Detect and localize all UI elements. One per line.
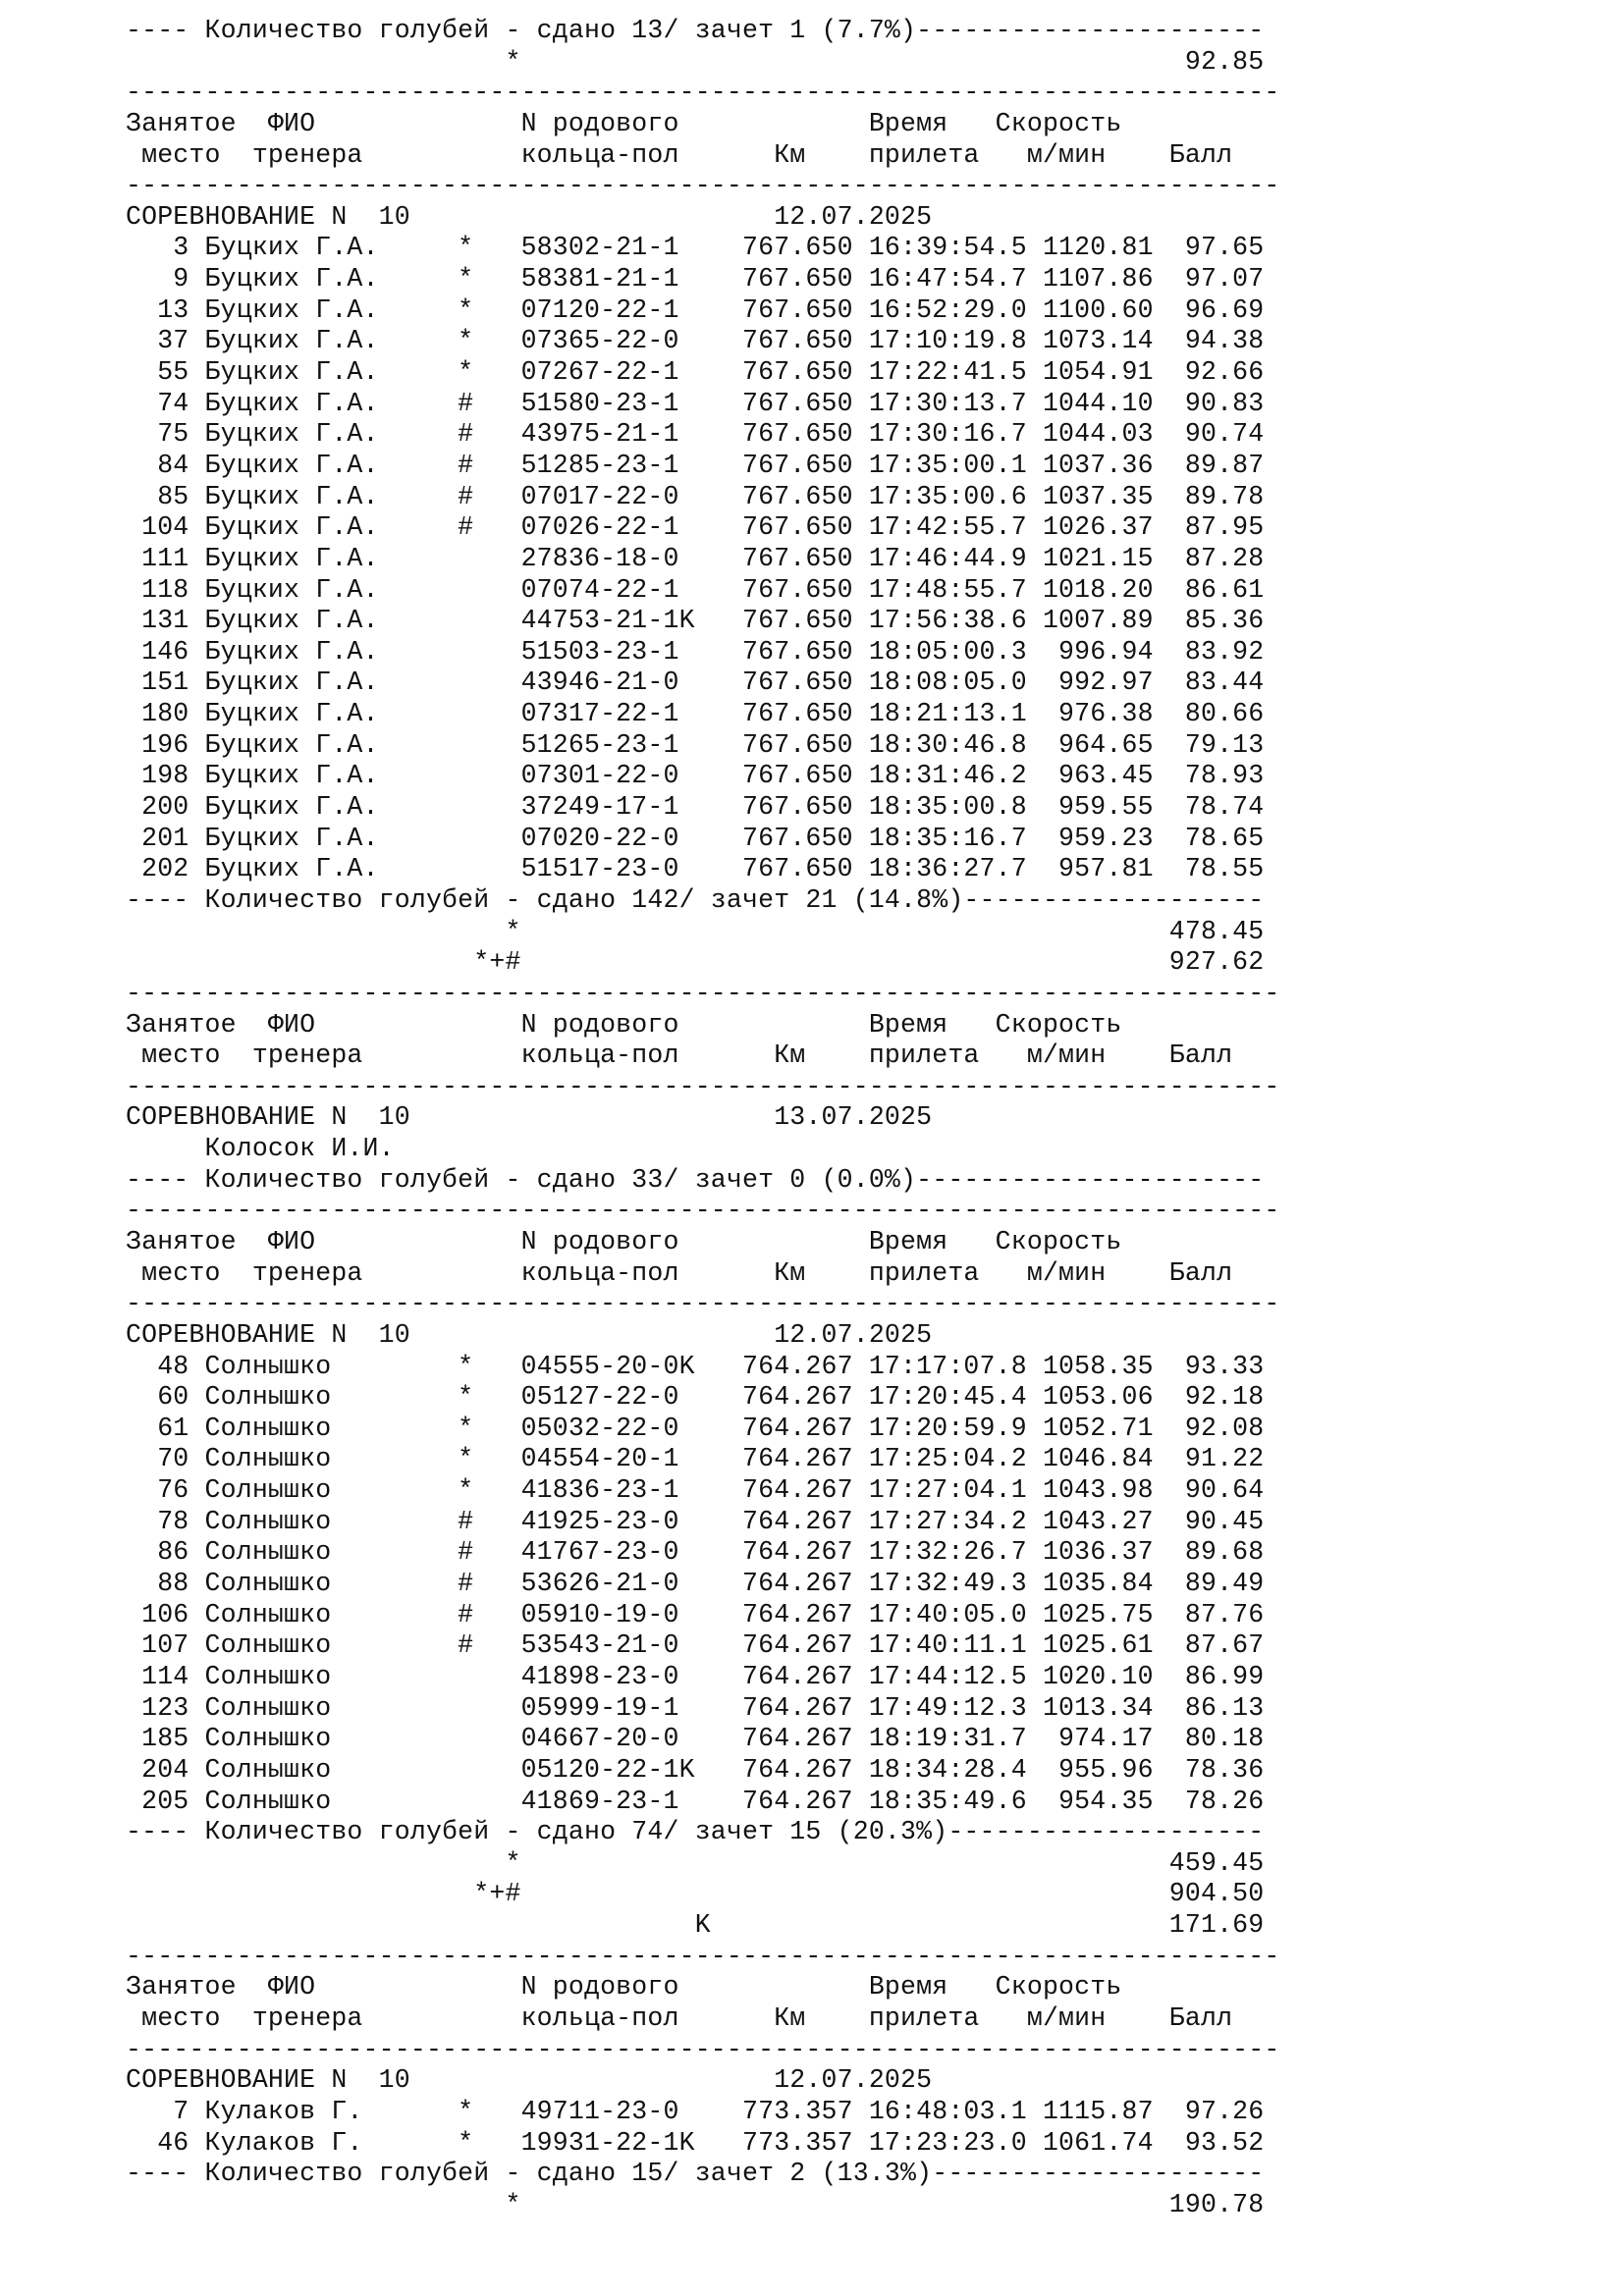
competition-header: СОРЕВНОВАНИЕ N 10 12.07.2025	[126, 2065, 933, 2096]
result-row: 202 Буцких Г.А. 51517-23-0 767.650 18:36:27.7 957.81 78.55	[126, 854, 1265, 884]
separator-line: -------------------------------------------------------------------------	[126, 2034, 1280, 2064]
total-line: Колосок И.И.	[126, 1134, 395, 1164]
separator-line: -------------------------------------------------------------------------	[126, 78, 1280, 108]
result-row: 86 Солнышко # 41767-23-0 764.267 17:32:26.7 1036.37 89.68	[126, 1537, 1265, 1568]
result-row: 198 Буцких Г.А. 07301-22-0 767.650 18:31:46.2 963.45 78.93	[126, 761, 1265, 791]
result-row: 84 Буцких Г.А. # 51285-23-1 767.650 17:35:00.1 1037.36 89.87	[126, 450, 1265, 480]
result-row: 200 Буцких Г.А. 37249-17-1 767.650 18:35:00.8 959.55 78.74	[126, 792, 1265, 823]
column-header: Занятое ФИО N родового Время Скорость	[126, 108, 1122, 138]
result-row: 85 Буцких Г.А. # 07017-22-0 767.650 17:35:00.6 1037.35 89.78	[126, 481, 1265, 511]
result-row: 111 Буцких Г.А. 27836-18-0 767.650 17:46:44.9 1021.15 87.28	[126, 543, 1265, 573]
total-line: * 459.45	[126, 1847, 1265, 1878]
separator-line: -------------------------------------------------------------------------	[126, 1071, 1280, 1101]
result-row: 37 Буцких Г.А. * 07365-22-0 767.650 17:10:19.8 1073.14 94.38	[126, 326, 1265, 356]
separator-line: -------------------------------------------------------------------------	[126, 171, 1280, 201]
competition-header: СОРЕВНОВАНИЕ N 10 12.07.2025	[126, 201, 933, 232]
result-row: 151 Буцких Г.А. 43946-21-0 767.650 18:08:05.0 992.97 83.44	[126, 667, 1265, 698]
result-row: 204 Солнышко 05120-22-1K 764.267 18:34:28.4 955.96 78.36	[126, 1754, 1265, 1785]
summary-line: ---- Количество голубей - сдано 15/ зачет 2 (13.3%)---------------------	[126, 2159, 1265, 2189]
column-header: место тренера кольца-пол Км прилета м/мин Балл	[126, 1257, 1233, 1288]
result-row: 55 Буцких Г.А. * 07267-22-1 767.650 17:22:41.5 1054.91 92.66	[126, 357, 1265, 388]
result-row: 131 Буцких Г.А. 44753-21-1K 767.650 17:56:38.6 1007.89 85.36	[126, 606, 1265, 636]
result-row: 114 Солнышко 41898-23-0 764.267 17:44:12.5 1020.10 86.99	[126, 1661, 1265, 1691]
result-row: 118 Буцких Г.А. 07074-22-1 767.650 17:48:55.7 1018.20 86.61	[126, 574, 1265, 605]
total-line: K 171.69	[126, 1910, 1265, 1941]
total-line: * 190.78	[126, 2189, 1265, 2219]
result-row: 201 Буцких Г.А. 07020-22-0 767.650 18:35:16.7 959.23 78.65	[126, 823, 1265, 853]
result-row: 48 Солнышко * 04555-20-0K 764.267 17:17:07.8 1058.35 93.33	[126, 1351, 1265, 1381]
summary-line: ---- Количество голубей - сдано 13/ зачет 1 (7.7%)----------------------	[126, 16, 1265, 45]
separator-line: -------------------------------------------------------------------------	[126, 978, 1280, 1008]
result-row: 196 Буцких Г.А. 51265-23-1 767.650 18:30:46.8 964.65 79.13	[126, 729, 1265, 760]
result-row: 185 Солнышко 04667-20-0 764.267 18:19:31.7 974.17 80.18	[126, 1724, 1265, 1754]
result-row: 180 Буцких Г.А. 07317-22-1 767.650 18:21:13.1 976.38 80.66	[126, 699, 1265, 729]
column-header: Занятое ФИО N родового Время Скорость	[126, 1972, 1122, 2002]
summary-line: ---- Количество голубей - сдано 74/ зачет 15 (20.3%)--------------------	[126, 1817, 1265, 1847]
separator-line: -------------------------------------------------------------------------	[126, 1196, 1280, 1226]
result-row: 60 Солнышко * 05127-22-0 764.267 17:20:45.4 1053.06 92.18	[126, 1382, 1265, 1413]
column-header: Занятое ФИО N родового Время Скорость	[126, 1226, 1122, 1256]
result-row: 78 Солнышко # 41925-23-0 764.267 17:27:34.2 1043.27 90.45	[126, 1506, 1265, 1536]
result-row: 123 Солнышко 05999-19-1 764.267 17:49:12.3 1013.34 86.13	[126, 1692, 1265, 1723]
result-row: 9 Буцких Г.А. * 58381-21-1 767.650 16:47:54.7 1107.86 97.07	[126, 264, 1265, 294]
result-row: 104 Буцких Г.А. # 07026-22-1 767.650 17:42:55.7 1026.37 87.95	[126, 512, 1265, 543]
results-printout	[126, 16, 1481, 2220]
result-row: 13 Буцких Г.А. * 07120-22-1 767.650 16:52:29.0 1100.60 96.69	[126, 294, 1265, 325]
separator-line: -------------------------------------------------------------------------	[126, 1941, 1280, 1971]
result-row: 146 Буцких Г.А. 51503-23-1 767.650 18:05:00.3 996.94 83.92	[126, 636, 1265, 667]
column-header: место тренера кольца-пол Км прилета м/мин Балл	[126, 1041, 1233, 1071]
total-line: * 478.45	[126, 916, 1265, 946]
result-row: 107 Солнышко # 53543-21-0 764.267 17:40:11.1 1025.61 87.67	[126, 1630, 1265, 1661]
result-row: 106 Солнышко # 05910-19-0 764.267 17:40:05.0 1025.75 87.76	[126, 1599, 1265, 1629]
separator-line: -------------------------------------------------------------------------	[126, 1289, 1280, 1319]
result-row: 61 Солнышко * 05032-22-0 764.267 17:20:59.9 1052.71 92.08	[126, 1413, 1265, 1443]
total-line: *+# 927.62	[126, 947, 1265, 978]
result-row: 70 Солнышко * 04554-20-1 764.267 17:25:04.2 1046.84 91.22	[126, 1444, 1265, 1474]
total-line: *+# 904.50	[126, 1879, 1265, 1909]
total-line: * 92.85	[126, 46, 1265, 77]
result-row: 88 Солнышко # 53626-21-0 764.267 17:32:49.3 1035.84 89.49	[126, 1569, 1265, 1599]
column-header: место тренера кольца-пол Км прилета м/мин Балл	[126, 139, 1233, 170]
competition-header: СОРЕВНОВАНИЕ N 10 13.07.2025	[126, 1102, 933, 1133]
result-row: 3 Буцких Г.А. * 58302-21-1 767.650 16:39:54.5 1120.81 97.65	[126, 233, 1265, 263]
result-row: 76 Солнышко * 41836-23-1 764.267 17:27:04.1 1043.98 90.64	[126, 1475, 1265, 1506]
result-row: 46 Кулаков Г. * 19931-22-1K 773.357 17:23:23.0 1061.74 93.52	[126, 2127, 1265, 2158]
result-row: 75 Буцких Г.А. # 43975-21-1 767.650 17:30:16.7 1044.03 90.74	[126, 419, 1265, 450]
result-row: 74 Буцких Г.А. # 51580-23-1 767.650 17:30:13.7 1044.10 90.83	[126, 388, 1265, 418]
result-row: 7 Кулаков Г. * 49711-23-0 773.357 16:48:03.1 1115.87 97.26	[126, 2096, 1265, 2126]
column-header: Занятое ФИО N родового Время Скорость	[126, 1009, 1122, 1040]
competition-header: СОРЕВНОВАНИЕ N 10 12.07.2025	[126, 1319, 933, 1350]
column-header: место тренера кольца-пол Км прилета м/мин Балл	[126, 2003, 1233, 2033]
summary-line: ---- Количество голубей - сдано 33/ зачет 0 (0.0%)----------------------	[126, 1164, 1265, 1195]
summary-line: ---- Количество голубей - сдано 142/ зачет 21 (14.8%)-------------------	[126, 884, 1265, 915]
result-row: 205 Солнышко 41869-23-1 764.267 18:35:49.6 954.35 78.26	[126, 1786, 1265, 1816]
